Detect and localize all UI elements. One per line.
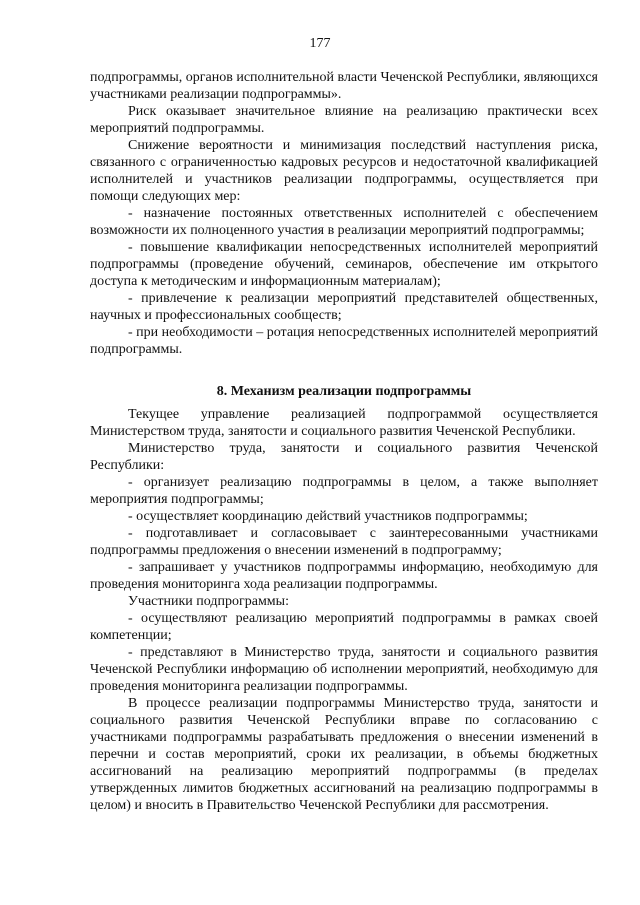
list-item: - осуществляет координацию действий участников подпрограммы; xyxy=(128,509,528,524)
paragraph: В процессе реализации подпрограммы Министерство труда, занятости и социального развития Чеченской Республики вправе по согласованию с участниками подпрограммы разрабатывать предложения о внесении изменений в перечни и состав мероприятий, сроки их реализации, в объемы бюджетных ассигнований на реализацию мероприятий подпрограммы (в пределах утвержденных лимитов бюджетных ассигнований на реализацию подпрограммы в целом) и вносить в Правительство Чеченской Республики для рассмотрения. xyxy=(90,696,598,813)
section-heading: 8. Механизм реализации подпрограммы xyxy=(216,384,472,399)
list-item: - запрашивает у участников подпрограммы информацию, необходимую для проведения мониторинга хода реализации подпрограммы. xyxy=(90,560,598,592)
list-item: - повышение квалификации непосредственных исполнителей мероприятий подпрограммы (проведение обучений, семинаров, обеспечение им открытого доступа к методическим и информационным материалам); xyxy=(90,240,598,289)
paragraph: Министерство труда, занятости и социального развития Чеченской Республики: xyxy=(90,441,598,473)
list-item: - организует реализацию подпрограммы в целом, а также выполняет мероприятия подпрограммы; xyxy=(90,475,598,507)
list-item: - осуществляют реализацию мероприятий подпрограммы в рамках своей компетенции; xyxy=(90,611,598,643)
paragraph: Снижение вероятности и минимизация последствий наступления риска, связанного с ограниченностью кадровых ресурсов и недостаточной квалификацией исполнителей и участников реализации подпрограммы, осуществляется при помощи следующих мер: xyxy=(90,138,598,204)
list-item: - при необходимости – ротация непосредственных исполнителей мероприятий подпрограммы. xyxy=(90,325,598,357)
list-item: - представляют в Министерство труда, занятости и социального развития Чеченской Республики информацию об исполнении мероприятий, необходимую для проведения мониторинга реализации подпрограммы. xyxy=(90,645,598,694)
page-number: 177 xyxy=(309,36,331,51)
paragraph: Риск оказывает значительное влияние на реализацию практически всех мероприятий подпрограммы. xyxy=(90,104,598,136)
document-body xyxy=(90,69,598,814)
list-item: - подготавливает и согласовывает с заинтересованными участниками подпрограммы предложения о внесении изменений в подпрограмму; xyxy=(90,526,598,558)
list-item: - назначение постоянных ответственных исполнителей с обеспечением возможности их полноценного участия в реализации мероприятий подпрограммы; xyxy=(90,206,598,238)
paragraph: подпрограммы, органов исполнительной власти Чеченской Республики, являющихся участниками реализации подпрограммы». xyxy=(90,70,598,102)
paragraph: Текущее управление реализацией подпрограммой осуществляется Министерством труда, занятости и социального развития Чеченской Республики. xyxy=(90,407,598,439)
paragraph: Участники подпрограммы: xyxy=(128,594,289,609)
list-item: - привлечение к реализации мероприятий представителей общественных, научных и профессиональных сообществ; xyxy=(90,291,598,323)
